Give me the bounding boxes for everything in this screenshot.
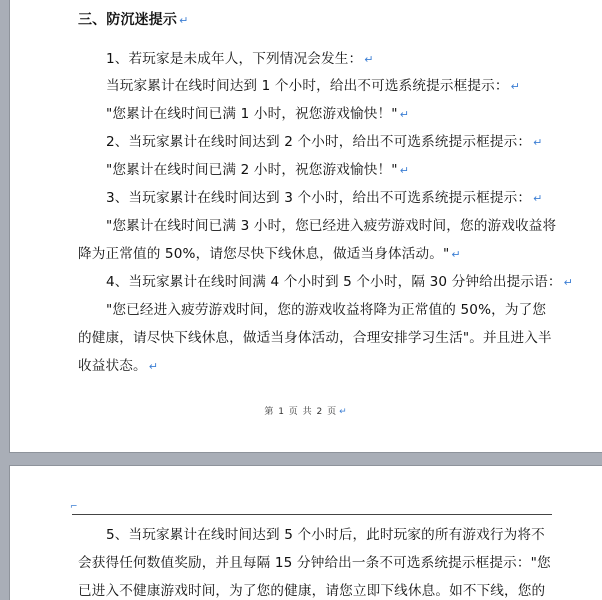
paragraph-mark-icon: ↵ xyxy=(533,136,543,149)
paragraph-line: 1、若玩家是未成年人，下列情况会发生： ↵ xyxy=(106,51,374,67)
header-mark-icon: ⌐ xyxy=(70,502,78,512)
paragraph-line: 4、当玩家累计在线时间满 4 个小时到 5 个小时，隔 30 分钟给出提示语： ↵ xyxy=(106,274,574,290)
document-page-2 xyxy=(10,466,602,600)
section-heading: 三、防沉迷提示 ↵ xyxy=(78,12,189,28)
paragraph-mark-icon: ↵ xyxy=(399,164,410,177)
paragraph-mark-icon: ↵ xyxy=(510,80,520,93)
document-page-1 xyxy=(10,0,602,452)
paragraph-line: "您已经进入疲劳游戏时间，您的游戏收益将降为正常值的 50%，为了您 xyxy=(106,302,547,318)
paragraph-line: 当玩家累计在线时间达到 1 个小时，给出不可选系统提示框提示： ↵ xyxy=(106,78,520,94)
paragraph-line: 的健康，请尽快下线休息，做适当身体活动，合理安排学习生活"。并且进入半 xyxy=(78,330,552,346)
header-divider xyxy=(72,514,552,515)
paragraph-mark-icon: ↵ xyxy=(451,248,461,261)
paragraph-line: 2、当玩家累计在线时间达到 2 个小时，给出不可选系统提示框提示： ↵ xyxy=(106,134,543,150)
paragraph-line: 降为正常值的 50%，请您尽快下线休息，做适当身体活动。" ↵ xyxy=(78,246,461,262)
paragraph-line: 收益状态。 ↵ xyxy=(78,358,159,374)
paragraph-mark-icon: ↵ xyxy=(533,192,543,205)
paragraph-mark-icon: ↵ xyxy=(339,407,348,417)
paragraph-line: 3、当玩家累计在线时间达到 3 个小时，给出不可选系统提示框提示： ↵ xyxy=(106,190,543,206)
paragraph-line: "您累计在线时间已满 2 小时，祝您游戏愉快！" ↵ xyxy=(106,162,410,178)
paragraph-line: 5、当玩家累计在线时间达到 5 个小时后，此时玩家的所有游戏行为将不 xyxy=(106,527,545,543)
paragraph-mark-icon: ↵ xyxy=(399,108,410,121)
paragraph-line: 已进入不健康游戏时间，为了您的健康，请您立即下线休息。如不下线，您的 xyxy=(78,583,546,599)
paragraph-mark-icon: ↵ xyxy=(364,53,374,66)
paragraph-line: 会获得任何数值奖励，并且每隔 15 分钟给出一条不可选系统提示框提示："您 xyxy=(78,555,551,571)
paragraph-line: "您累计在线时间已满 3 小时，您已经进入疲劳游戏时间，您的游戏收益将 xyxy=(106,218,557,234)
page-footer: 第 1 页 共 2 页 ↵ xyxy=(264,407,348,417)
paragraph-mark-icon: ↵ xyxy=(148,360,159,373)
paragraph-mark-icon: ↵ xyxy=(179,14,189,27)
paragraph-mark-icon: ↵ xyxy=(563,276,574,289)
paragraph-line: "您累计在线时间已满 1 小时，祝您游戏愉快！" ↵ xyxy=(106,106,410,122)
